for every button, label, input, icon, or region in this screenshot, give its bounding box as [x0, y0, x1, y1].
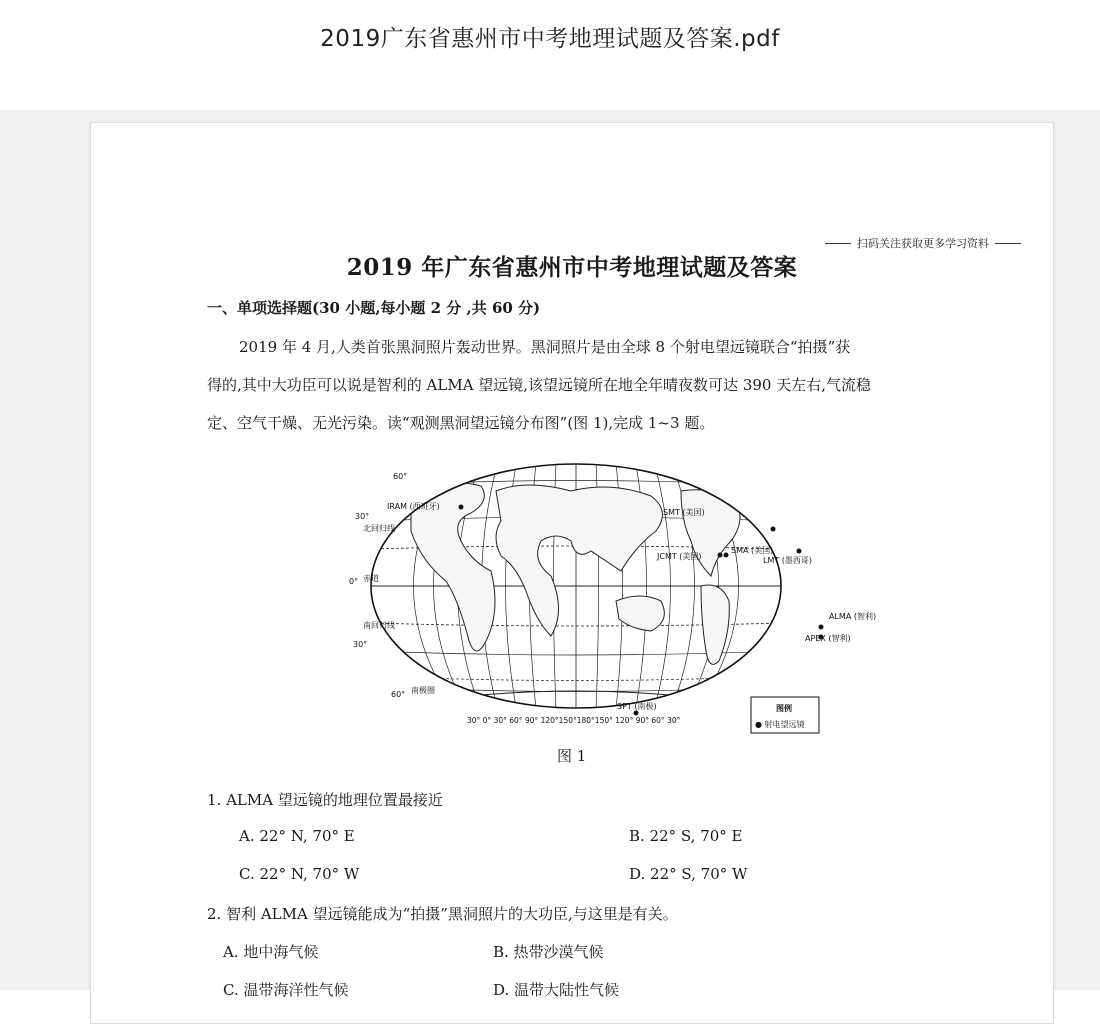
- question-1-option-d: D. 22° S, 70° W: [629, 865, 748, 883]
- question-2-option-d: D. 温带大陆性气候: [493, 981, 620, 999]
- telescope-dot-iram: [459, 505, 464, 510]
- banner-rule-right: [995, 243, 1021, 244]
- telescope-dot-lmt: [797, 549, 802, 554]
- world-map: [349, 451, 877, 741]
- lat-label-30n: 30°: [355, 512, 370, 521]
- intro-line-3: 定、空气干燥、无光污染。读“观测黑洞望远镜分布图”(图 1),完成 1~3 题。: [207, 414, 715, 432]
- telescope-label-spt: SPT (南极): [617, 702, 657, 711]
- zone-label-tropic-capricorn: 南回归线: [363, 621, 395, 630]
- lat-label-30s: 30°: [353, 640, 368, 649]
- figure-caption: 图 1: [557, 747, 587, 765]
- question-2-option-b: B. 热带沙漠气候: [493, 943, 604, 961]
- section-heading: 一、单项选择题(30 小题,每小题 2 分 ,共 60 分): [207, 299, 541, 317]
- lat-label-60s: 60°: [391, 690, 406, 699]
- question-1-option-c: C. 22° N, 70° W: [239, 865, 360, 883]
- pdf-page: [90, 122, 1054, 1024]
- telescope-label-iram: IRAM (西班牙): [387, 502, 440, 511]
- question-1-option-b: B. 22° S, 70° E: [629, 827, 743, 845]
- legend-item-radio-telescope: ● 射电望远镜: [755, 720, 805, 729]
- zone-label-equator: 赤道: [363, 574, 379, 583]
- telescope-label-smt: SMT (美国): [663, 508, 705, 517]
- telescope-dot-sma: [724, 553, 729, 558]
- question-1-stem: 1. ALMA 望远镜的地理位置最接近: [207, 791, 443, 809]
- document-viewer[interactable]: [0, 110, 1100, 999]
- file-title: 2019广东省惠州市中考地理试题及答案.pdf: [320, 26, 780, 52]
- telescope-dot-alma: [819, 625, 824, 630]
- question-2-stem: 2. 智利 ALMA 望远镜能成为“拍摄”黑洞照片的大功臣,与这里是有关。: [207, 905, 678, 923]
- longitude-labels: 30° 0° 30° 60° 90° 120°150°180°150° 120° 90° 60° 30°: [467, 716, 681, 725]
- legend-title: 图例: [776, 704, 792, 713]
- intro-line-2: 得的,其中大功臣可以说是智利的 ALMA 望远镜,该望远镜所在地全年晴夜数可达 390 天左右,气流稳: [207, 376, 871, 394]
- telescope-label-apex: APEX (智利): [805, 634, 851, 643]
- question-2-option-c: C. 温带海洋性气候: [223, 981, 349, 999]
- telescope-dot-jcmt: [718, 553, 723, 558]
- telescope-label-sma: SMA (美国): [731, 546, 774, 555]
- lat-label-60n: 60°: [393, 472, 408, 481]
- question-1-option-a: A. 22° N, 70° E: [239, 827, 355, 845]
- telescope-dot-spt: [634, 711, 639, 716]
- document-title: 2019 年广东省惠州市中考地理试题及答案: [346, 254, 798, 281]
- telescope-label-jcmt: JCMT (美国): [657, 552, 702, 561]
- telescope-label-lmt: LMT (墨西哥): [763, 556, 813, 565]
- zone-label-antarctic: 南极圈: [411, 686, 435, 695]
- telescope-map-figure: [349, 451, 877, 741]
- zone-label-tropic-cancer: 北回归线: [363, 524, 395, 533]
- banner-text: 扫码关注获取更多学习资料: [857, 237, 989, 250]
- telescope-label-alma: ALMA (智利): [829, 612, 877, 621]
- question-2-option-a: A. 地中海气候: [223, 943, 319, 961]
- intro-line-1: 2019 年 4 月,人类首张黑洞照片轰动世界。黑洞照片是由全球 8 个射电望远镜联合“拍摄”获: [239, 338, 851, 356]
- banner-rule-left: [825, 243, 851, 244]
- file-header: [0, 0, 1100, 110]
- lat-label-0: 0°: [349, 577, 359, 586]
- telescope-dot-smt: [771, 527, 776, 532]
